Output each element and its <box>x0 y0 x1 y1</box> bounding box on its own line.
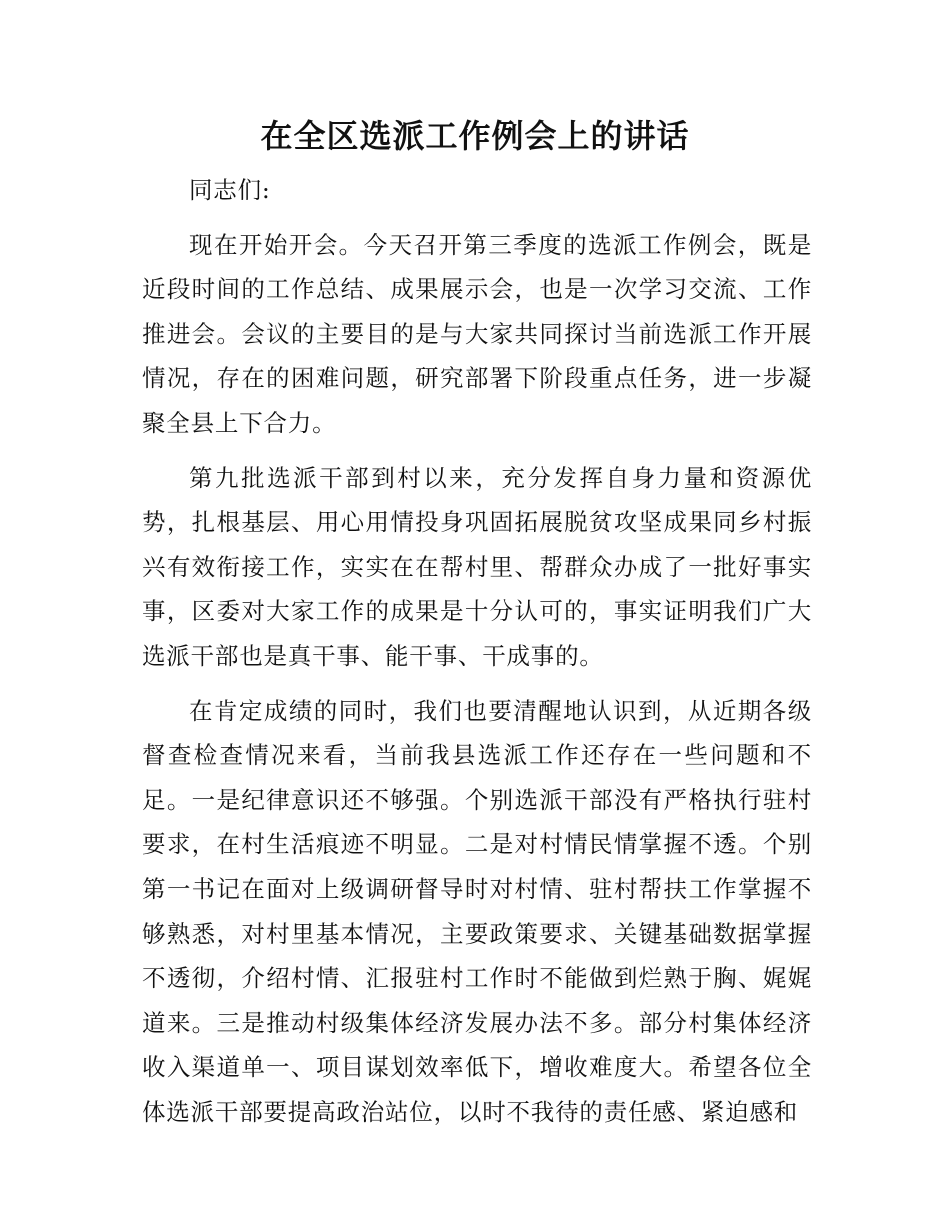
paragraph-2: 第九批选派干部到村以来，充分发挥自身力量和资源优势，扎根基层、用心用情投身巩固拓展脱贫攻坚成果同乡村振兴有效衔接工作，实实在在帮村里、帮群众办成了一批好事实事，区委对大家工作的成果是十分认可的，事实证明我们广大选派干部也是真干事、能干事、干成事的。 <box>142 463 812 670</box>
paragraph-3: 在肯定成绩的同时，我们也要清醒地认识到，从近期各级督查检查情况来看，当前我县选派工作还存在一些问题和不足。一是纪律意识还不够强。个别选派干部没有严格执行驻村要求，在村生活痕迹不明显。二是对村情民情掌握不透。个别第一书记在面对上级调研督导时对村情、驻村帮扶工作掌握不够熟悉，对村里基本情况，主要政策要求、关键基础数据掌握不透彻，介绍村情、汇报驻村工作时不能做到烂熟于胸、娓娓道来。三是推动村级集体经济发展办法不多。部分村集体经济收入渠道单一、项目谋划效率低下，增收难度大。希望各位全体选派干部要提高政治站位，以时不我待的责任感、紧迫感和 <box>142 696 812 1126</box>
document-title: 在全区选派工作例会上的讲话 <box>260 117 690 155</box>
salutation: 同志们: <box>189 176 271 204</box>
paragraph-1: 现在开始开会。今天召开第三季度的选派工作例会，既是近段时间的工作总结、成果展示会，也是一次学习交流、工作推进会。会议的主要目的是与大家共同探讨当前选派工作开展情况，存在的困难问题，研究部署下阶段重点任务，进一步凝聚全县上下合力。 <box>142 230 812 437</box>
document-body <box>142 168 812 1144</box>
